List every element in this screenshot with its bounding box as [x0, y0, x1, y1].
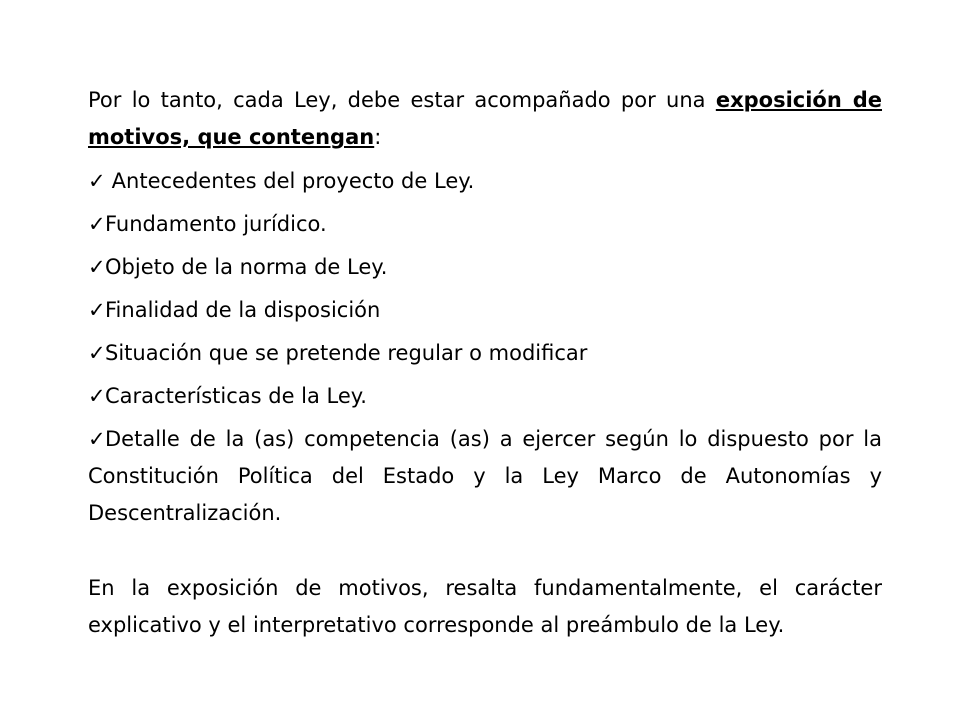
list-item [88, 335, 882, 372]
closing-paragraph: En la exposición de motivos, resalta fundamentalmente, el carácter explicativo y el interpretativo corresponde al preámbulo de la Ley. [88, 576, 882, 637]
list-item [88, 421, 882, 532]
intro-emphasis: exposición de motivos, que contengan [88, 88, 883, 149]
list-item-text: Finalidad de la disposición [105, 298, 381, 322]
list-item-text: Objeto de la norma de Ley. [105, 255, 388, 279]
slide-content [88, 82, 882, 644]
list-item-text: Antecedentes del proyecto de Ley. [105, 169, 475, 193]
requirements-list [88, 163, 882, 532]
list-item [88, 206, 882, 243]
list-item-text: Fundamento jurídico. [105, 212, 327, 236]
intro-text: Por lo tanto, cada Ley, debe estar acompañado por una [88, 88, 716, 112]
intro-colon: : [374, 125, 382, 149]
checkmark-icon: ✓ [88, 427, 106, 451]
list-item-text: Detalle de la (as) competencia (as) a ejercer según lo dispuesto por la Constitución Política del Estado y la Ley Marco de Autonomías y Descentralización. [88, 427, 882, 525]
list-item [88, 249, 882, 286]
list-item-text: Situación que se pretende regular o modificar [105, 341, 588, 365]
list-item [88, 378, 882, 415]
checkmark-icon: ✓ [88, 255, 106, 279]
intro-paragraph [88, 82, 882, 156]
checkmark-icon: ✓ [88, 169, 106, 193]
checkmark-icon: ✓ [88, 298, 106, 322]
list-item-text: Características de la Ley. [105, 384, 367, 408]
list-item [88, 163, 882, 200]
checkmark-icon: ✓ [88, 384, 106, 408]
checkmark-icon: ✓ [88, 341, 106, 365]
list-item [88, 292, 882, 329]
checkmark-icon: ✓ [88, 212, 106, 236]
